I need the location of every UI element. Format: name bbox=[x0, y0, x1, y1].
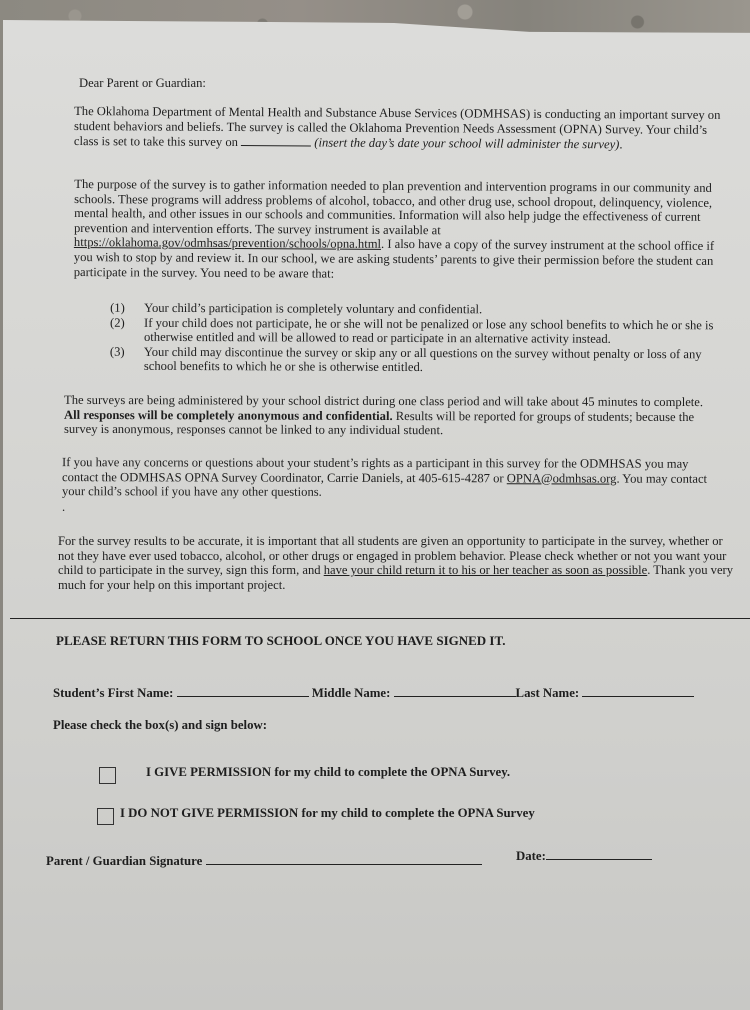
signature-field[interactable] bbox=[206, 852, 482, 865]
return-instruction: have your child return it to his or her teacher as soon as possible bbox=[323, 563, 648, 578]
give-permission-label: I GIVE PERMISSION for my child to complete the OPNA Survey. bbox=[146, 765, 511, 779]
signature-row bbox=[46, 852, 482, 869]
contact-paragraph: If you have any concerns or questions about your student’s rights as a participant in this survey for the ODMHSAS you may contact the ODMHSAS OPNA Survey Coordinator, Carrie Daniels, at 405-615-4287 or OPNA@odmhsas.org. You may contact your child’s school if you have any other questions. bbox=[61, 455, 708, 499]
purpose-paragraph: The purpose of the survey is to gather information needed to plan prevention and intervention programs in our community and schools. These programs will address problems of alcohol, tobacco, and other drug use, school dropout, delinquency, violence, mental health, and other issues in our schools and communities. Information will also help judge the effectiveness of current prevention and intervention efforts. The survey instrument is available at https://oklahoma.gov/odmhsas/prevention/schools/opna.html. I also have a copy of the survey instrument at the school office if you wish to stop by and review it. In our school, we are asking students’ parents to give their permission before the student can participate in the survey. You need to be aware that: bbox=[73, 177, 715, 281]
intro-paragraph: The Oklahoma Department of Mental Health and Substance Abuse Services (ODMHSAS) is conducting an important survey on student behaviors and beliefs. The survey is called the Oklahoma Prevention Needs Assessment (OPNA) Survey. Your child’s class is set to take this survey on (insert the day’s date your school will administer the survey). bbox=[73, 104, 721, 152]
date-label: Date: bbox=[516, 849, 546, 863]
anonymity-statement: All responses will be completely anonymous and confidential. bbox=[63, 407, 393, 423]
survey-date-hint: (insert the day’s date your school will administer the survey) bbox=[314, 135, 620, 152]
intro-text: The Oklahoma Department of Mental Health and Substance Abuse Services (ODMHSAS) is conducting an important survey on student behaviors and beliefs. The survey is called the Oklahoma Prevention Needs Assessment (OPNA) Survey. Your child’s class is set to take this survey on bbox=[73, 104, 721, 150]
administration-paragraph: The surveys are being administered by your school district during one class period and will take about 45 minutes to complete. All responses will be completely anonymous and confidential. Results will be reported for groups of students; because the survey is anonymous, responses cannot be linked to any individual student. bbox=[63, 392, 704, 438]
salutation: Dear Parent or Guardian: bbox=[79, 76, 206, 90]
give-permission-checkbox[interactable] bbox=[99, 767, 116, 784]
first-name-field[interactable] bbox=[177, 684, 309, 697]
signature-label: Parent / Guardian Signature bbox=[46, 854, 203, 868]
awareness-list bbox=[110, 301, 720, 377]
contact-email-link[interactable]: OPNA@odmhsas.org bbox=[506, 470, 617, 486]
middle-name-field[interactable] bbox=[394, 684, 516, 697]
cut-line-divider bbox=[10, 618, 750, 619]
list-item: (3) Your child may discontinue the survey or skip any or all questions on the survey without penalty or loss of any school benefits to which he or she is otherwise entitled. bbox=[109, 344, 702, 375]
last-name-label: Last Name: bbox=[515, 686, 580, 700]
list-item: (2) If your child does not participate, he or she will not be penalized or lose any school benefits to which he or she is otherwise entitled and will be allowed to read or participate in an alternative activity instead. bbox=[110, 315, 714, 347]
form-heading: PLEASE RETURN THIS FORM TO SCHOOL ONCE YOU HAVE SIGNED IT. bbox=[56, 633, 506, 648]
closing-paragraph: For the survey results to be accurate, it is important that all students are given an opportunity to participate in the survey, whether or not they have ever used tobacco, alcohol, or other drugs or engaged in problem behavior. Please check whether or not you want your child to participate in the survey, sign this form, and have your child return it to his or her teacher as soon as possible. Thank you very much for your help on this important project. bbox=[58, 534, 734, 592]
student-name-row bbox=[53, 684, 694, 701]
check-instruction: Please check the box(s) and sign below: bbox=[53, 718, 267, 732]
survey-instrument-link[interactable]: https://oklahoma.gov/odmhsas/prevention/schools/opna.html bbox=[73, 235, 382, 252]
first-name-label: Student’s First Name: bbox=[53, 686, 174, 700]
deny-permission-checkbox[interactable] bbox=[97, 808, 114, 825]
date-row bbox=[516, 847, 652, 864]
deny-permission-label: I DO NOT GIVE PERMISSION for my child to complete the OPNA Survey bbox=[120, 806, 535, 820]
list-item: (1) Your child’s participation is completely voluntary and confidential. bbox=[110, 300, 483, 317]
survey-date-blank[interactable] bbox=[241, 134, 311, 146]
stray-mark: . bbox=[62, 500, 66, 514]
last-name-field[interactable] bbox=[582, 684, 694, 697]
middle-name-label: Middle Name: bbox=[311, 686, 391, 700]
date-field[interactable] bbox=[546, 847, 652, 860]
